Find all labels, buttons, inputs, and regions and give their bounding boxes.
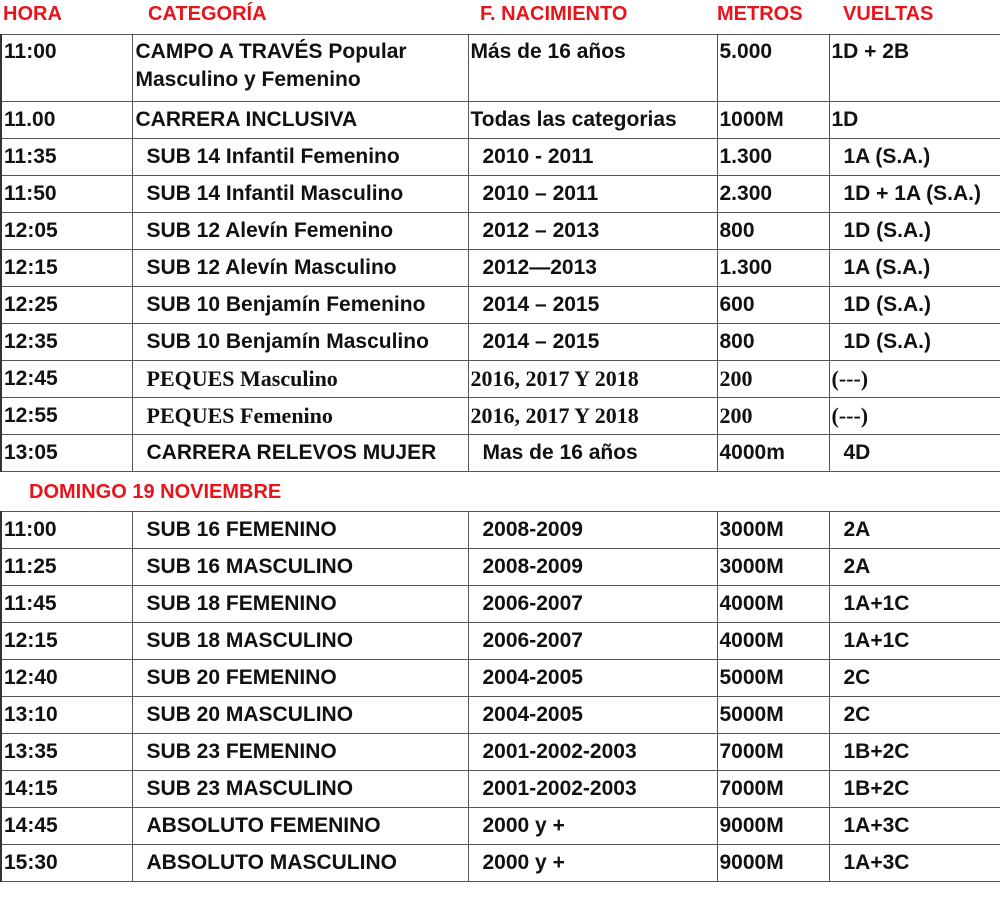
cell-nacimiento: 2010 – 2011 <box>468 175 717 212</box>
cell-categoria: CARRERA INCLUSIVA <box>132 101 468 138</box>
cell-categoria: SUB 12 Alevín Femenino <box>132 212 468 249</box>
cell-vueltas: 1B+2C <box>829 770 1000 807</box>
cell-nacimiento: 2010 - 2011 <box>468 138 717 175</box>
cell-vueltas: 1A+3C <box>829 807 1000 844</box>
header-categoria: CATEGORÍA <box>132 0 468 34</box>
table-row <box>1 34 1000 101</box>
cell-categoria: CARRERA RELEVOS MUJER <box>132 434 468 471</box>
table-row <box>1 548 1000 585</box>
cell-vueltas: 1A+1C <box>829 622 1000 659</box>
cell-nacimiento: Mas de 16 años <box>468 434 717 471</box>
cell-hora: 14:45 <box>1 807 132 844</box>
cell-vueltas: 1D + 1A (S.A.) <box>829 175 1000 212</box>
cell-metros: 4000m <box>717 434 829 471</box>
cell-categoria: SUB 20 FEMENINO <box>132 659 468 696</box>
categoria-line-2: Masculino y Femenino <box>135 67 361 91</box>
table-row <box>1 323 1000 360</box>
cell-nacimiento: 2008-2009 <box>468 548 717 585</box>
cell-vueltas: 1B+2C <box>829 733 1000 770</box>
cell-hora: 12:35 <box>1 323 132 360</box>
categoria-line-1: CAMPO A TRAVÉS Popular <box>135 39 407 63</box>
cell-nacimiento: 2001-2002-2003 <box>468 770 717 807</box>
cell-hora: 12:55 <box>1 397 132 434</box>
cell-categoria: SUB 16 MASCULINO <box>132 548 468 585</box>
table-row <box>1 397 1000 434</box>
cell-vueltas: 1D (S.A.) <box>829 323 1000 360</box>
cell-vueltas: 1D <box>829 101 1000 138</box>
cell-hora: 11:50 <box>1 175 132 212</box>
cell-metros: 5000M <box>717 696 829 733</box>
table-row <box>1 286 1000 323</box>
table-header-row <box>1 0 1000 34</box>
cell-hora: 12:40 <box>1 659 132 696</box>
section-header-row <box>1 471 1000 511</box>
cell-nacimiento: 2004-2005 <box>468 659 717 696</box>
cell-vueltas: 1A (S.A.) <box>829 249 1000 286</box>
cell-categoria <box>132 34 468 101</box>
cell-nacimiento: Todas las categorias <box>468 101 717 138</box>
cell-nacimiento: 2014 – 2015 <box>468 286 717 323</box>
cell-nacimiento: 2004-2005 <box>468 696 717 733</box>
cell-hora: 12:05 <box>1 212 132 249</box>
cell-metros: 1.300 <box>717 249 829 286</box>
cell-metros: 200 <box>717 360 829 397</box>
cell-hora: 12:45 <box>1 360 132 397</box>
cell-categoria: SUB 14 Infantil Masculino <box>132 175 468 212</box>
cell-hora: 12:15 <box>1 249 132 286</box>
cell-categoria: PEQUES Masculino <box>132 360 468 397</box>
table-row <box>1 360 1000 397</box>
cell-hora: 14:15 <box>1 770 132 807</box>
table-row <box>1 622 1000 659</box>
cell-nacimiento: 2000 y + <box>468 844 717 881</box>
table-row <box>1 175 1000 212</box>
table-row <box>1 212 1000 249</box>
cell-hora: 11:45 <box>1 585 132 622</box>
cell-categoria: ABSOLUTO MASCULINO <box>132 844 468 881</box>
cell-hora: 12:25 <box>1 286 132 323</box>
cell-nacimiento: 2008-2009 <box>468 511 717 548</box>
table-row <box>1 511 1000 548</box>
cell-categoria: SUB 10 Benjamín Femenino <box>132 286 468 323</box>
cell-vueltas: 1D (S.A.) <box>829 286 1000 323</box>
cell-hora: 11:25 <box>1 548 132 585</box>
cell-categoria: SUB 18 MASCULINO <box>132 622 468 659</box>
cell-categoria: ABSOLUTO FEMENINO <box>132 807 468 844</box>
table-row <box>1 585 1000 622</box>
cell-hora: 12:15 <box>1 622 132 659</box>
cell-categoria: SUB 12 Alevín Masculino <box>132 249 468 286</box>
table-row <box>1 844 1000 881</box>
cell-nacimiento: 2006-2007 <box>468 622 717 659</box>
cell-metros: 800 <box>717 212 829 249</box>
section-title: DOMINGO 19 NOVIEMBRE <box>1 471 1000 511</box>
table-row <box>1 696 1000 733</box>
cell-categoria: SUB 14 Infantil Femenino <box>132 138 468 175</box>
header-vueltas: VUELTAS <box>829 0 1000 34</box>
cell-hora: 11:00 <box>1 34 132 101</box>
cell-metros: 3000M <box>717 511 829 548</box>
cell-hora: 13:35 <box>1 733 132 770</box>
cell-nacimiento: 2016, 2017 Y 2018 <box>468 360 717 397</box>
cell-metros: 1.300 <box>717 138 829 175</box>
cell-nacimiento: Más de 16 años <box>468 34 717 101</box>
cell-hora: 13:05 <box>1 434 132 471</box>
cell-categoria: PEQUES Femenino <box>132 397 468 434</box>
cell-nacimiento: 2014 – 2015 <box>468 323 717 360</box>
cell-vueltas: 1A (S.A.) <box>829 138 1000 175</box>
header-metros: METROS <box>717 0 829 34</box>
cell-vueltas: 2C <box>829 659 1000 696</box>
cell-metros: 9000M <box>717 807 829 844</box>
cell-categoria: SUB 23 MASCULINO <box>132 770 468 807</box>
cell-hora: 11:00 <box>1 511 132 548</box>
table-row <box>1 807 1000 844</box>
cell-vueltas: 2C <box>829 696 1000 733</box>
cell-categoria: SUB 18 FEMENINO <box>132 585 468 622</box>
cell-metros: 4000M <box>717 585 829 622</box>
cell-vueltas: (---) <box>829 360 1000 397</box>
cell-nacimiento: 2000 y + <box>468 807 717 844</box>
cell-vueltas: 2A <box>829 548 1000 585</box>
table-row <box>1 249 1000 286</box>
cell-metros: 4000M <box>717 622 829 659</box>
header-nacimiento: F. NACIMIENTO <box>468 0 717 34</box>
cell-categoria: SUB 16 FEMENINO <box>132 511 468 548</box>
cell-vueltas: 1D + 2B <box>829 34 1000 101</box>
cell-hora: 15:30 <box>1 844 132 881</box>
cell-metros: 3000M <box>717 548 829 585</box>
cell-metros: 200 <box>717 397 829 434</box>
cell-vueltas: (---) <box>829 397 1000 434</box>
table-row <box>1 434 1000 471</box>
cell-metros: 2.300 <box>717 175 829 212</box>
cell-categoria: SUB 10 Benjamín Masculino <box>132 323 468 360</box>
cell-vueltas: 1D (S.A.) <box>829 212 1000 249</box>
header-hora: HORA <box>1 0 132 34</box>
cell-categoria: SUB 20 MASCULINO <box>132 696 468 733</box>
table-row <box>1 659 1000 696</box>
cell-nacimiento: 2006-2007 <box>468 585 717 622</box>
cell-hora: 11:35 <box>1 138 132 175</box>
cell-vueltas: 4D <box>829 434 1000 471</box>
cell-nacimiento: 2012 – 2013 <box>468 212 717 249</box>
cell-metros: 5.000 <box>717 34 829 101</box>
cell-metros: 7000M <box>717 733 829 770</box>
cell-hora: 13:10 <box>1 696 132 733</box>
cell-metros: 1000M <box>717 101 829 138</box>
cell-vueltas: 1A+3C <box>829 844 1000 881</box>
table-row <box>1 770 1000 807</box>
cell-categoria: SUB 23 FEMENINO <box>132 733 468 770</box>
cell-nacimiento: 2016, 2017 Y 2018 <box>468 397 717 434</box>
cell-metros: 600 <box>717 286 829 323</box>
table-row <box>1 138 1000 175</box>
table-row <box>1 101 1000 138</box>
cell-metros: 9000M <box>717 844 829 881</box>
table-row <box>1 733 1000 770</box>
cell-nacimiento: 2012—2013 <box>468 249 717 286</box>
cell-hora: 11.00 <box>1 101 132 138</box>
cell-nacimiento: 2001-2002-2003 <box>468 733 717 770</box>
cell-vueltas: 2A <box>829 511 1000 548</box>
cell-vueltas: 1A+1C <box>829 585 1000 622</box>
cell-metros: 800 <box>717 323 829 360</box>
cell-metros: 5000M <box>717 659 829 696</box>
cell-metros: 7000M <box>717 770 829 807</box>
